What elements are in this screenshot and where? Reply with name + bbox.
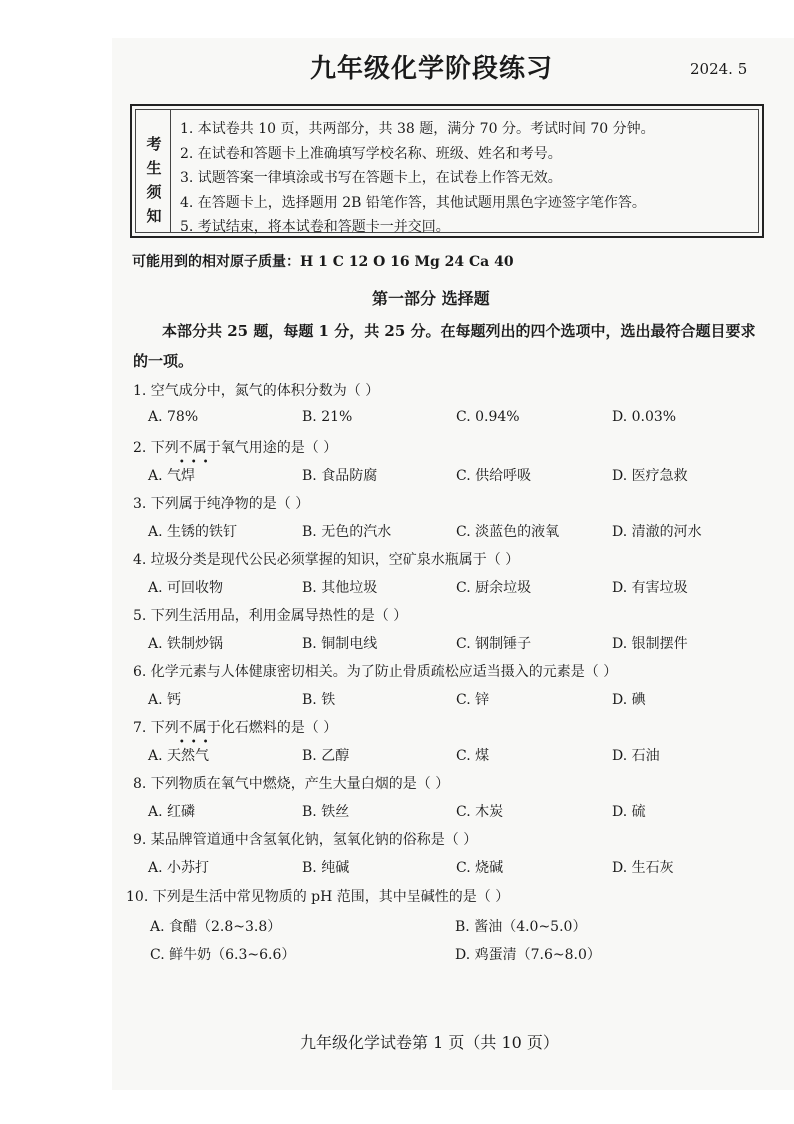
- emphasis-word: 不属于: [178, 720, 221, 736]
- question-stem: 1. 空气成分中，氮气的体积分数为（ ）: [133, 383, 380, 399]
- option-b: B. 酱油（4.0~5.0）: [455, 919, 587, 935]
- page-title: 九年级化学阶段练习: [310, 54, 554, 84]
- section-title: 第一部分 选择题: [372, 289, 490, 308]
- option-d: D. 清澈的河水: [612, 524, 702, 540]
- option-a: A. 食醋（2.8~3.8）: [150, 919, 282, 935]
- emphasis-word: 不属于: [178, 440, 221, 456]
- option-d: D. 0.03%: [612, 409, 677, 425]
- option-a: A. 可回收物: [148, 580, 224, 596]
- emphasis-dots: •••: [178, 737, 215, 748]
- option-b: B. 其他垃圾: [302, 580, 378, 596]
- emphasized-text: [178, 720, 221, 748]
- question-stem: 4. 垃圾分类是现代公民必须掌握的知识，空矿泉水瓶属于（ ）: [133, 552, 520, 568]
- question-stem: [133, 437, 338, 468]
- option-a: A. 红磷: [148, 804, 196, 820]
- stem-prefix: 7. 下列: [133, 720, 179, 736]
- section-intro-cont: 的一项。: [133, 352, 194, 370]
- stem-suffix: 化石燃料的是（ ）: [220, 720, 338, 736]
- question-stem: 9. 某品牌管道通中含氢氧化钠，氢氧化钠的俗称是（ ）: [133, 832, 478, 848]
- emphasis-dots: •••: [178, 457, 215, 468]
- option-b: B. 21%: [302, 409, 353, 425]
- stem-suffix: 氧气用途的是（ ）: [220, 440, 338, 456]
- notice-item: 4. 在答题卡上，选择题用 2B 铅笔作答，其他试题用黑色字迹签字笔作答。: [180, 195, 646, 211]
- option-c: C. 煤: [456, 748, 490, 764]
- option-b: B. 无色的汽水: [302, 524, 392, 540]
- question-stem: [133, 717, 338, 748]
- option-a: A. 钙: [148, 692, 182, 708]
- option-b: B. 铁丝: [302, 804, 350, 820]
- notice-item: 3. 试题答案一律填涂或书写在答题卡上，在试卷上作答无效。: [180, 170, 562, 186]
- section-intro: 本部分共 25 题，每题 1 分，共 25 分。在每题列出的四个选项中，选出最符合题目要求: [162, 322, 756, 340]
- question-stem: 8. 下列物质在氧气中燃烧，产生大量白烟的是（ ）: [133, 776, 450, 792]
- option-c: C. 木炭: [456, 804, 504, 820]
- option-a: A. 气焊: [148, 468, 196, 484]
- atomic-masses: 可能用到的相对原子质量：H 1 C 12 O 16 Mg 24 Ca 40: [132, 254, 514, 270]
- question-stem: 3. 下列属于纯净物的是（ ）: [133, 496, 310, 512]
- option-a: A. 生锈的铁钉: [148, 524, 238, 540]
- option-c: C. 钢制锤子: [456, 636, 532, 652]
- option-d: D. 鸡蛋清（7.6~8.0）: [455, 947, 601, 963]
- option-d: D. 银制摆件: [612, 636, 688, 652]
- option-c: C. 厨余垃圾: [456, 580, 532, 596]
- exam-date: 2024. 5: [690, 60, 748, 78]
- option-b: B. 铁: [302, 692, 336, 708]
- option-c: C. 鲜牛奶（6.3~6.6）: [150, 947, 296, 963]
- page-footer: 九年级化学试卷第 1 页（共 10 页）: [300, 1033, 559, 1052]
- option-d: D. 有害垃圾: [612, 580, 688, 596]
- option-c: C. 供给呼吸: [456, 468, 532, 484]
- option-b: B. 食品防腐: [302, 468, 378, 484]
- stem-prefix: 2. 下列: [133, 440, 179, 456]
- option-d: D. 生石灰: [612, 860, 674, 876]
- question-stem: 10. 下列是生活中常见物质的 pH 范围，其中呈碱性的是（ ）: [126, 889, 510, 905]
- emphasized-text: [178, 440, 221, 468]
- notice-item: 5. 考试结束，将本试卷和答题卡一并交回。: [180, 219, 450, 235]
- option-d: D. 医疗急救: [612, 468, 688, 484]
- notice-inner-border: [135, 109, 759, 233]
- notice-item: 2. 在试卷和答题卡上准确填写学校名称、班级、姓名和考号。: [180, 146, 562, 162]
- option-d: D. 碘: [612, 692, 646, 708]
- option-a: A. 天然气: [148, 748, 210, 764]
- option-a: A. 78%: [148, 409, 199, 425]
- option-b: B. 乙醇: [302, 748, 350, 764]
- option-a: A. 小苏打: [148, 860, 210, 876]
- option-c: C. 锌: [456, 692, 490, 708]
- notice-heading: 考生须知: [146, 135, 162, 225]
- notice-divider: [170, 110, 171, 232]
- question-stem: 5. 下列生活用品，利用金属导热性的是（ ）: [133, 608, 408, 624]
- notice-item: 1. 本试卷共 10 页，共两部分，共 38 题，满分 70 分。考试时间 70 分钟。: [180, 121, 655, 137]
- option-c: C. 0.94%: [456, 409, 520, 425]
- option-c: C. 烧碱: [456, 860, 504, 876]
- option-c: C. 淡蓝色的液氧: [456, 524, 560, 540]
- question-stem: 6. 化学元素与人体健康密切相关。为了防止骨质疏松应适当摄入的元素是（ ）: [133, 664, 618, 680]
- option-b: B. 纯碱: [302, 860, 350, 876]
- option-a: A. 铁制炒锅: [148, 636, 224, 652]
- option-b: B. 铜制电线: [302, 636, 378, 652]
- option-d: D. 硫: [612, 804, 646, 820]
- option-d: D. 石油: [612, 748, 660, 764]
- notice-box: [130, 104, 764, 238]
